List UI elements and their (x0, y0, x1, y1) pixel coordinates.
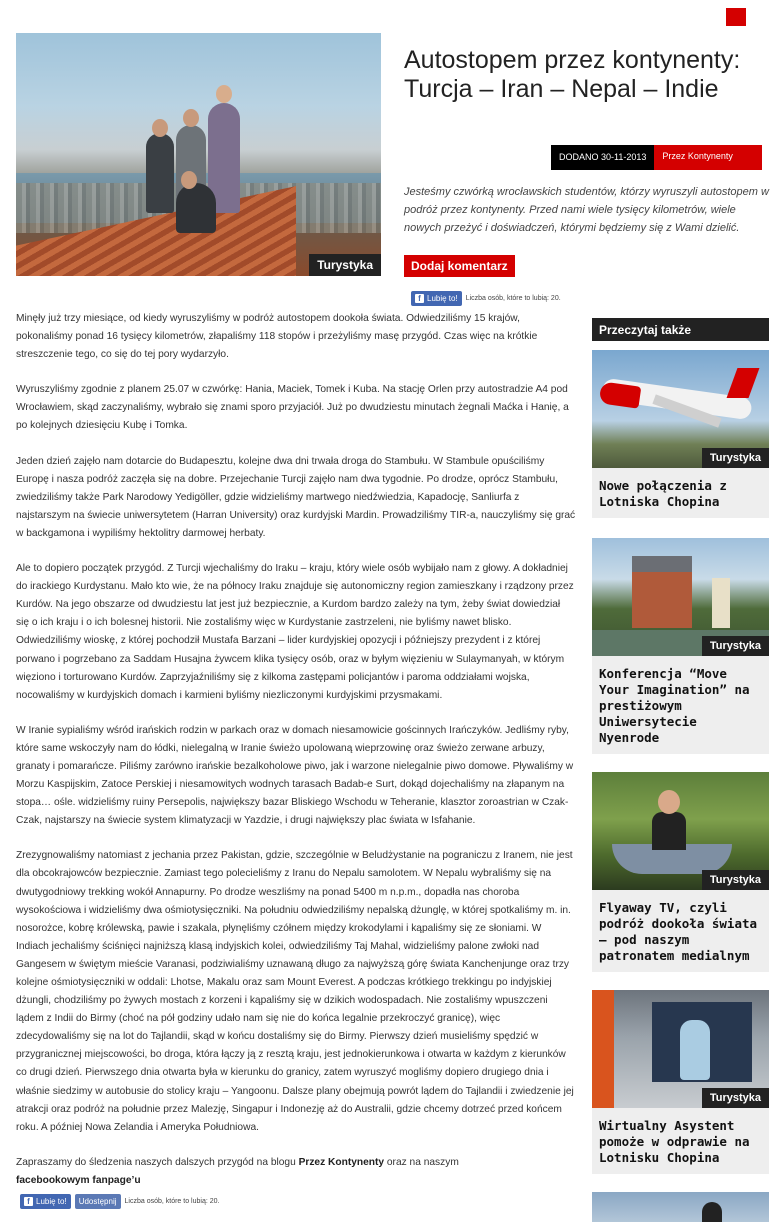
hero-person-1 (146, 133, 174, 213)
article-paragraph: Jeden dzień zajęło nam dotarcie do Budapesztu, kolejne dwa dni trwała droga do Stambułu. W Stambule opuściliśmy Europę i nasza podróż zaczęła się na dobre. Przejechanie Turcji zajęło nam dwa tygodnie. Po drodze, oprócz Stambułu, zwiedziliśmy także Park Narodowy Yedigöller, gdzie widzieliśmy martwego niedźwiedzia, Kapadocję, Sanliurfa z najstarszym na świecie uniwersytetem (Harran University) oraz kurdyjski Mardin. Prowadziliśmy TIR-a, nauczyliśmy się grać w backgamona i wypiliśmy hektolitry darmowej herbaty. (16, 455, 576, 539)
facebook-like-button[interactable] (411, 291, 462, 306)
facebook-like-label: Lubię to! (36, 1197, 67, 1206)
related-card-image[interactable] (592, 772, 769, 890)
related-card-title[interactable]: Wirtualny Asystent pomoże w odprawie na Lotnisku Chopina (592, 1108, 769, 1174)
hero-head-4 (181, 171, 197, 189)
facebook-like-row-top (411, 291, 561, 306)
person-head (658, 790, 680, 814)
facebook-like-count: Liczba osób, które to lubią: 20. (465, 295, 561, 302)
related-card-image[interactable] (592, 990, 769, 1108)
article-paragraph: Ale to dopiero początek przygód. Z Turcji wjechaliśmy do Iraku – kraju, który wiele osób wybijało nam z głowy. A dokładniej do irackiego Kurdystanu. Mało kto wie, że na północy Iraku znajduje się autonomiczny region zamieszkany i rządzony przez Kurdów. Na jego obszarze od dwudziestu lat jest już bezpiecznie, a Kurdom bardzo zależy na tym, żeby świat dowiedział się o ich kraju i o ich bolesnej historii. Nie zostaliśmy więc w Kurdystanie zastrzeleni, nie byliśmy nawet blisko. Odwiedziliśmy wioskę, z której pochodził Mustafa Barzani – lider kurdyjskiej opozycji i późniejszy prezydent i z której porwano i pogrzebano za Saddam Husajna żywcem klika tysięcy osób, oraz w byłym więzieniu w Sulaymanyah, w którym więziono i torturowano Kurdów. Zaprzyjaźniliśmy się z kilkoma zastępami policjantów i paroma oddziałami wojska, nocowaliśmy w kurdyjskich domach i karmieni byliśmy niezliczonymi kurdyjskimi przysmakami. (16, 563, 574, 701)
article-body (16, 310, 576, 1207)
hero-category-tag[interactable]: Turystyka (309, 254, 381, 276)
hero-head-1 (152, 119, 168, 137)
plane-nose (599, 381, 642, 408)
partial-image-shape (702, 1202, 722, 1222)
post-date: DODANO 30-11-2013 (551, 145, 654, 170)
facebook-like-row-bottom (20, 1194, 219, 1209)
related-card-tag[interactable]: Turystyka (702, 1088, 769, 1108)
person-body (652, 812, 686, 850)
facebook-like-button[interactable] (20, 1194, 71, 1209)
post-title: Autostopem przez kontynenty: Turcja – Iran – Nepal – Indie (404, 46, 741, 103)
castle-tower (712, 578, 730, 628)
hero-person-4 (176, 183, 216, 233)
related-card-image[interactable] (592, 350, 769, 468)
related-card-title[interactable]: Flyaway TV, czyli podróż dookoła świata – pod naszym patronatem medialnym (592, 890, 769, 972)
related-card[interactable] (592, 350, 769, 518)
article-paragraph: Minęły już trzy miesiące, od kiedy wyruszyliśmy w podróż autostopem dookoła świata. Odwiedziliśmy 15 krajów, pokonaliśmy ponad 16 tysięcy kilometrów, złapaliśmy 118 stopów i przeżyliśmy masę przygód. Czas więc na krótkie streszczenie tego, co się do tej pory wydarzyło. (16, 313, 538, 361)
post-meta (551, 145, 762, 170)
facebook-like-count: Liczba osób, które to lubią: 20. (124, 1198, 220, 1205)
article-closing (16, 1154, 576, 1190)
plane-tail (727, 368, 760, 398)
blog-link[interactable]: Przez Kontynenty (298, 1156, 385, 1168)
hero-head-2 (183, 109, 199, 127)
article-paragraph: W Iranie sypialiśmy wśród irańskich rodzin w parkach oraz w domach niesamowicie gościnnych Irańczyków. Jedliśmy ryby, które same wskoczyły nam do łódki, nielegalną w Iranie świeżo upolowaną wieprzowinę oraz świeżo zerwane arbuzy, granaty i pomarańcze. Piliśmy zarówno irańskie bezalkoholowe piwo, jak i warzone nielegalnie piwo domowe. Pływaliśmy w Morzu Kaspijskim, Zatoce Perskiej i niesamowitych wodnych tarasach Badab-e Surt, dokąd dojechaliśmy na złapanym na stopa… ośle. widzieliśmy ruiny Persepolis, największy bazar Bliskiego Wschodu w Teheranie, klasztor zoroastrian w Czak-Czak, najstarszy na świecie system klimatyzacji w Yazdzie, i drugi największy plac świata w Isfahanie. (16, 724, 574, 827)
fanpage-link[interactable]: facebookowym fanpage’u (16, 1174, 141, 1186)
article-paragraph: Zrezygnowaliśmy natomiast z jechania przez Pakistan, gdzie, szczególnie w Beludżystanie na pograniczu z Iranem, nie jest dla obcokrajowców bezpiecznie. Zamiast tego polecieliśmy z Iranu do Nepalu samolotem. W Nepalu wybraliśmy się na dwutygodniowy trekking wokół Annapurny. Po drodze weszliśmy na ponad 5400 m n.p.m., dopadła nas choroba wysokościowa i widzieliśmy dwa ośmiotysięczniki. Na południu odwiedziliśmy nepalską dżunglę, w której spotkaliśmy m. in. nosorożce, kobrę królewską, pawie i szakala, płynęliśmy czółnem między krokodylami i kąpaliśmy się ze słoniami. W Indiach jechaliśmy ściśnięci najniższą klasą indyjskich kolei, odwiedziliśmy Taj Mahal, widzieliśmy palone zwłoki nad Gangesem w świętym mieście Varanasi, podziwialiśmy uznawaną długo za najwyższą górę świata Kanchenjunge oraz trzy kolejne ośmiotysięczniki w oddali: Lhotse, Makalu oraz sam Mount Everest. A podczas krótkiego trekkingu po indyjskiej dżungli, chodziliśmy po żywych mostach z korzeni i kąpaliśmy się w dzikich wodospadach. Nie zostaliśmy wpuszczeni lądem z Indii do Birmy (choć na pół godziny udało nam się nie do końca legalnie przekroczyć granicę), więc zdecydowaliśmy się na lot do Tajlandii, skąd w końcu dostaliśmy się do Birmy. Pierwszy dzień musieliśmy spędzić w przygranicznej miejscowości, bo droga, która łączy ją z resztą kraju, jest jednokierunkowa i otwarta w każdym z kierunków co drugi dzień. Pierwszego dnia otwarta była w kierunku do granicy, zatem wyruszyć mogliśmy dopiero drugiego dnia i właśnie siedzimy w autobusie do stolicy kraju – Yangoonu. Dalsze plany obejmują powrót lądem do Tajlandii i zwiedzenie jej atrakcji oraz podróż na południe przez Malezję, Singapur i Indonezję aż do Australii, gdzie chcemy dotrzeć przed końcem roku. A później Nowa Zelandia i Ameryka Południowa. (16, 850, 574, 1133)
post-category[interactable]: Przez Kontynenty (654, 145, 762, 170)
facebook-icon: f (415, 294, 424, 303)
related-card-tag[interactable]: Turystyka (702, 870, 769, 890)
castle-roof (632, 556, 692, 572)
sidebar-heading: Przeczytaj także (592, 318, 769, 341)
hologram-figure (680, 1020, 710, 1080)
hero-image[interactable] (16, 33, 381, 276)
related-card-tag[interactable]: Turystyka (702, 636, 769, 656)
article-paragraph: Wyruszyliśmy zgodnie z planem 25.07 w czwórkę: Hania, Maciek, Tomek i Kuba. Na stację Orlen przy autostradzie A4 pod Wrocławiem, skąd zaczynaliśmy, wybrało się znami sporo przyjaciół. Już po dwudziestu minutach żegnali Maćka i Hanię, a po kolejnych dziesięciu Kubę i Tomka. (16, 384, 569, 432)
facebook-icon: f (24, 1197, 33, 1206)
checkin-banner (592, 990, 614, 1108)
related-card[interactable] (592, 538, 769, 754)
related-card[interactable] (592, 990, 769, 1174)
related-card-title[interactable]: Konferencja “Move Your Imagination” na prestiżowym Uniwersytecie Nyenrode (592, 656, 769, 754)
facebook-like-label: Lubię to! (427, 294, 458, 303)
related-card-partial[interactable] (592, 1192, 769, 1222)
closing-prefix: Zapraszamy do śledzenia naszych dalszych przygód na blogu (16, 1156, 299, 1168)
post-lead: Jesteśmy czwórką wrocławskich studentów, którzy wyruszyli autostopem w podróż przez kontynenty. Przed nami wiele tysięcy kilometrów, wiele nowych przeżyć i doświadczeń, którymi będziemy się z Wami dzielić. (404, 186, 769, 234)
hero-head-3 (216, 85, 232, 103)
facebook-share-button[interactable]: Udostępnij (75, 1194, 121, 1209)
closing-middle: oraz na naszym (384, 1156, 459, 1168)
related-card-title[interactable]: Nowe połączenia z Lotniska Chopina (592, 468, 769, 518)
related-card-tag[interactable]: Turystyka (702, 448, 769, 468)
castle-icon (632, 568, 692, 628)
related-card[interactable] (592, 772, 769, 972)
top-red-square[interactable] (726, 8, 746, 26)
related-card-image[interactable] (592, 538, 769, 656)
add-comment-button[interactable]: Dodaj komentarz (404, 255, 515, 277)
